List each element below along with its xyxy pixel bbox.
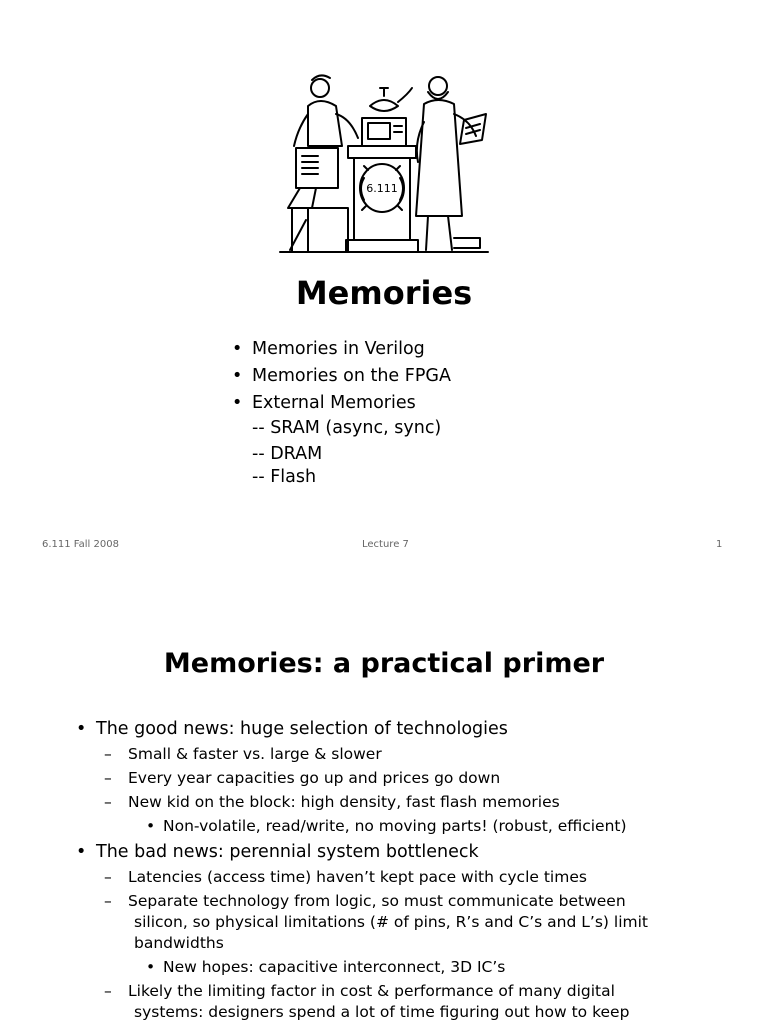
slide-1-title: Memories bbox=[295, 274, 473, 312]
sub-bullet-sram: -- SRAM (async, sync) bbox=[252, 418, 442, 438]
bullet-level-2: – New kid on the block: high density, fast flash memories bbox=[104, 793, 560, 811]
bullet-text: The good news: huge selection of technologies bbox=[96, 719, 508, 739]
slide-2-title: Memories: a practical primer bbox=[163, 648, 605, 679]
footer-lecture: Lecture 7 bbox=[362, 539, 409, 550]
bullet-text: Memories in Verilog bbox=[252, 339, 425, 359]
scholars-logo-icon bbox=[278, 70, 490, 256]
bullet-continuation: systems: designers spend a lot of time figuring out how to keep bbox=[134, 1003, 630, 1021]
bullet-text: Likely the limiting factor in cost & performance of many digital bbox=[128, 982, 615, 1000]
footer-page-number: 1 bbox=[716, 539, 723, 550]
bullet-level-1: • The bad news: perennial system bottleneck bbox=[76, 842, 479, 862]
bullet-text: External Memories bbox=[252, 393, 416, 413]
bullet-level-2: – Every year capacities go up and prices go down bbox=[104, 769, 501, 787]
bullet-text: New kid on the block: high density, fast flash memories bbox=[128, 793, 560, 811]
bullet-level-1: • The good news: huge selection of technologies bbox=[76, 719, 508, 739]
bullet-continuation: bandwidths bbox=[134, 934, 224, 952]
bullet-text: Latencies (access time) haven’t kept pace with cycle times bbox=[128, 868, 587, 886]
bullet-text: Every year capacities go up and prices go down bbox=[128, 769, 501, 787]
bullet-continuation: silicon, so physical limitations (# of pins, R’s and C’s and L’s) limit bbox=[134, 913, 648, 931]
bullet-text: Separate technology from logic, so must communicate between bbox=[128, 892, 626, 910]
slide-2 bbox=[0, 590, 768, 1024]
bullet-level-3: • New hopes: capacitive interconnect, 3D IC’s bbox=[146, 958, 506, 976]
footer-course: 6.111 Fall 2008 bbox=[42, 539, 119, 550]
bullet-text: Small & faster vs. large & slower bbox=[128, 745, 382, 763]
bullet-item: • Memories in Verilog bbox=[232, 339, 425, 359]
slide-2-bullet-list bbox=[76, 714, 736, 1023]
slide-1-bullet-list bbox=[232, 336, 451, 489]
bullet-text: Non-volatile, read/write, no moving parts! (robust, efficient) bbox=[163, 817, 627, 835]
sub-bullet-flash: -- Flash bbox=[252, 467, 317, 487]
bullet-level-2: – Latencies (access time) haven’t kept pace with cycle times bbox=[104, 868, 587, 886]
bullet-level-2: – Separate technology from logic, so must communicate between silicon, so physical limitations (# of pins, R’s and C’s and L’s) limit bandwidths bbox=[76, 891, 736, 954]
bullet-level-3: • Non-volatile, read/write, no moving parts! (robust, efficient) bbox=[146, 817, 627, 835]
bullet-text: Memories on the FPGA bbox=[252, 366, 451, 386]
bullet-item: • External Memories -- SRAM (async, sync) -- DRAM -- Flash bbox=[232, 390, 451, 489]
logo-label: 6.111 bbox=[366, 182, 398, 195]
sub-bullet-dram: -- DRAM bbox=[252, 444, 323, 464]
bullet-text: The bad news: perennial system bottleneck bbox=[96, 842, 479, 862]
bullet-text: New hopes: capacitive interconnect, 3D IC’s bbox=[163, 958, 506, 976]
bullet-level-2: – Small & faster vs. large & slower bbox=[104, 745, 382, 763]
bullet-item: • Memories on the FPGA bbox=[232, 366, 451, 386]
bullet-level-2: – Likely the limiting factor in cost & performance of many digital systems: designers spend a lot of time figuring out how to keep bbox=[76, 981, 736, 1023]
